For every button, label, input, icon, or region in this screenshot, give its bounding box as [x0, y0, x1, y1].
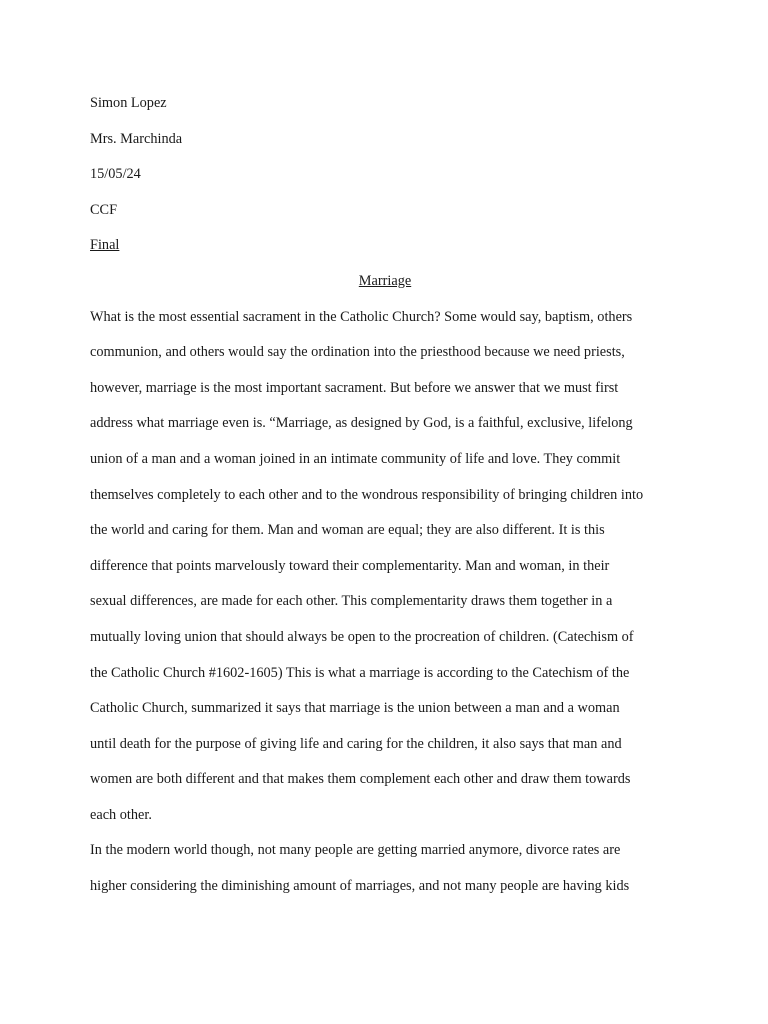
essay-body — [90, 303, 680, 908]
body-line: In the modern world though, not many people are getting married anymore, divorce rates are — [90, 842, 621, 859]
teacher-name: Mrs. Marchinda — [90, 130, 183, 147]
course: CCF — [90, 201, 118, 218]
body-line: the Catholic Church #1602-1605) This is what a marriage is according to the Catechism of the — [90, 664, 630, 681]
body-line: address what marriage even is. “Marriage, as designed by God, is a faithful, exclusive, lifelong — [90, 415, 633, 432]
body-line: mutually loving union that should always be open to the procreation of children. (Catechism of — [90, 628, 634, 645]
body-line: each other. — [90, 806, 152, 823]
date: 15/05/24 — [90, 166, 141, 183]
body-line: however, marriage is the most important sacrament. But before we answer that we must first — [90, 379, 619, 396]
body-line: women are both different and that makes them complement each other and draw them towards — [90, 771, 631, 788]
body-line: themselves completely to each other and to the wondrous responsibility of bringing children into — [90, 486, 644, 503]
assignment-text: Final — [90, 237, 120, 254]
essay-title: Marriage — [358, 272, 412, 289]
assignment-label — [90, 231, 680, 267]
document-page — [90, 89, 680, 908]
body-line: higher considering the diminishing amount of marriages, and not many people are having kids — [90, 878, 630, 895]
body-line: the world and caring for them. Man and woman are equal; they are also different. It is this — [90, 522, 605, 539]
body-line: What is the most essential sacrament in the Catholic Church? Some would say, baptism, others — [90, 308, 633, 325]
body-line: until death for the purpose of giving life and caring for the children, it also says that man and — [90, 735, 622, 752]
body-line: union of a man and a woman joined in an intimate community of life and love. They commit — [90, 450, 621, 467]
student-name: Simon Lopez — [90, 95, 167, 111]
body-line: Catholic Church, summarized it says that marriage is the union between a man and a woman — [90, 700, 620, 717]
body-line: communion, and others would say the ordination into the priesthood because we need priests, — [90, 344, 625, 361]
essay-title-line — [90, 267, 680, 303]
body-line: difference that points marvelously toward their complementarity. Man and woman, in their — [90, 557, 610, 574]
body-line: sexual differences, are made for each other. This complementarity draws them together in a — [90, 593, 613, 610]
